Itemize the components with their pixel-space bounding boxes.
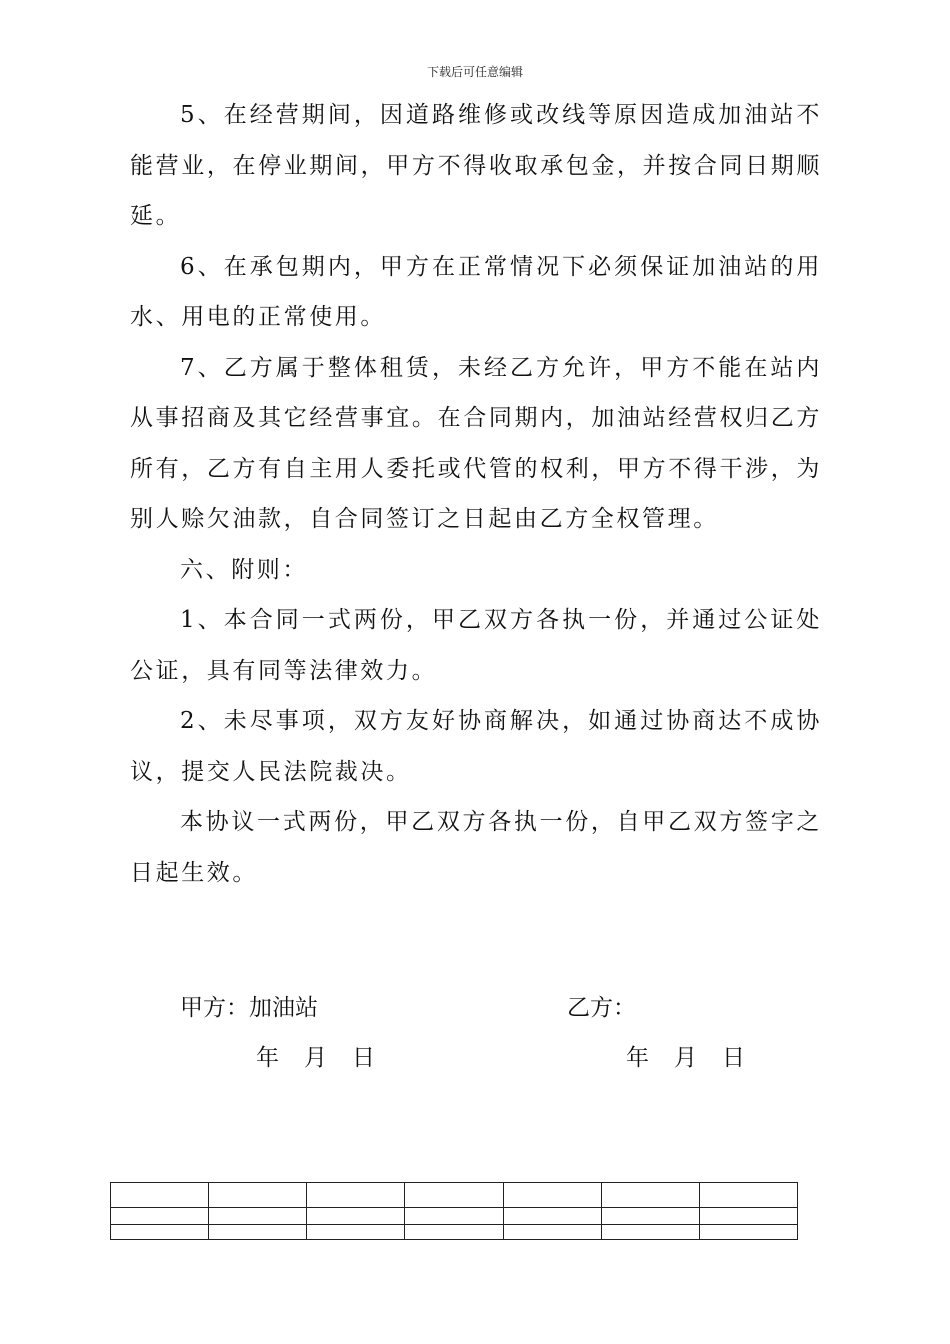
table-cell [405, 1183, 503, 1208]
date-year: 年 [626, 1045, 650, 1071]
footer-table [110, 1182, 798, 1240]
clause-6: 6、在承包期内，甲方在正常情况下必须保证加油站的用水、用电的正常使用。 [130, 253, 822, 330]
table-cell [503, 1208, 601, 1225]
table-cell [307, 1183, 405, 1208]
table-cell [699, 1208, 797, 1225]
section-heading-appendix: 六、附则： [180, 556, 308, 583]
table-cell [699, 1225, 797, 1240]
clause-7: 7、乙方属于整体租赁，未经乙方允许，甲方不能在站内从事招商及其它经营事宜。在合同期内，加油站经营权归乙方所有，乙方有自主用人委托或代管的权利，甲方不得干涉，为别人赊欠油款，自合同签订之日起由乙方全权管理。 [130, 354, 822, 532]
clause-5: 5、在经营期间，因道路维修或改线等原因造成加油站不能营业，在停业期间，甲方不得收取承包金，并按合同日期顺延。 [130, 102, 822, 229]
table-cell [601, 1183, 699, 1208]
table-cell [405, 1208, 503, 1225]
table-row [111, 1208, 798, 1225]
table-cell [111, 1225, 209, 1240]
document-body [130, 90, 822, 898]
table-cell [601, 1208, 699, 1225]
table-cell [307, 1225, 405, 1240]
table-cell [209, 1225, 307, 1240]
table-cell [209, 1183, 307, 1208]
appendix-clause-2: 2、未尽事项，双方友好协商解决，如通过协商达不成协议，提交人民法院裁决。 [130, 708, 822, 785]
table-row [111, 1225, 798, 1240]
table-cell [209, 1208, 307, 1225]
table-cell [111, 1183, 209, 1208]
table-cell [503, 1225, 601, 1240]
date-month: 月 [304, 1045, 328, 1071]
table-cell [699, 1183, 797, 1208]
appendix-clause-1: 1、本合同一式两份，甲乙双方各执一份，并通过公证处公证，具有同等法律效力。 [130, 607, 822, 684]
date-day: 日 [722, 1045, 746, 1071]
table-cell [111, 1208, 209, 1225]
table-cell [405, 1225, 503, 1240]
table-cell [601, 1225, 699, 1240]
party-b-label: 乙方： [567, 995, 636, 1021]
table-row [111, 1183, 798, 1208]
date-year: 年 [256, 1045, 280, 1071]
page-header-note: 下载后可任意编辑 [426, 65, 523, 79]
table-cell [503, 1183, 601, 1208]
party-b-date [626, 1043, 746, 1073]
effective-clause: 本协议一式两份，甲乙双方各执一份，自甲乙双方签字之日起生效。 [130, 809, 822, 886]
party-a-label: 甲方：加油站 [180, 995, 318, 1021]
date-day: 日 [352, 1045, 376, 1071]
party-a-date [256, 1043, 376, 1073]
date-month: 月 [674, 1045, 698, 1071]
table-cell [307, 1208, 405, 1225]
